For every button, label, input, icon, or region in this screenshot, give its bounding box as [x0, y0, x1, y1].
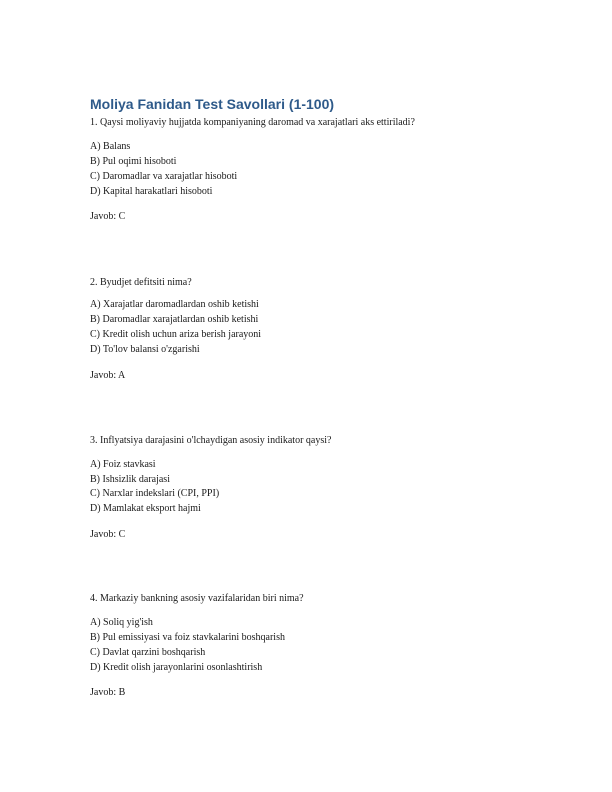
option-d: D) To'lov balansi o'zgarishi: [90, 344, 200, 355]
option-b: B) Daromadlar xarajatlardan oshib ketishi: [90, 314, 259, 325]
question-text: 3. Inflyatsiya darajasini o'lchaydigan asosiy indikator qaysi?: [90, 435, 332, 446]
option-b: B) Pul emissiyasi va foiz stavkalarini boshqarish: [90, 632, 285, 643]
answer-text: Javob: A: [90, 370, 126, 381]
answer-text: Javob: C: [90, 211, 126, 222]
option-a: A) Foiz stavkasi: [90, 459, 156, 470]
option-a: A) Soliq yig'ish: [90, 617, 153, 628]
option-b: B) Pul oqimi hisoboti: [90, 156, 177, 167]
question-text: 4. Markaziy bankning asosiy vazifalaridan biri nima?: [90, 593, 304, 604]
option-d: D) Mamlakat eksport hajmi: [90, 503, 201, 514]
option-c: C) Kredit olish uchun ariza berish jarayoni: [90, 329, 262, 340]
question-text: 1. Qaysi moliyaviy hujjatda kompaniyaning daromad va xarajatlari aks ettiriladi?: [90, 117, 415, 128]
option-c: C) Narxlar indekslari (CPI, PPI): [90, 488, 220, 499]
question-text: 2. Byudjet defitsiti nima?: [90, 277, 192, 288]
option-d: D) Kredit olish jarayonlarini osonlashtirish: [90, 662, 263, 673]
option-c: C) Daromadlar va xarajatlar hisoboti: [90, 171, 238, 182]
option-b: B) Ishsizlik darajasi: [90, 474, 170, 485]
option-a: A) Xarajatlar daromadlardan oshib ketishi: [90, 299, 259, 310]
answer-text: Javob: B: [90, 687, 126, 698]
option-c: C) Davlat qarzini boshqarish: [90, 647, 206, 658]
document-title: Moliya Fanidan Test Savollari (1-100): [90, 96, 335, 112]
option-d: D) Kapital harakatlari hisoboti: [90, 186, 213, 197]
option-a: A) Balans: [90, 141, 131, 152]
answer-text: Javob: C: [90, 529, 126, 540]
